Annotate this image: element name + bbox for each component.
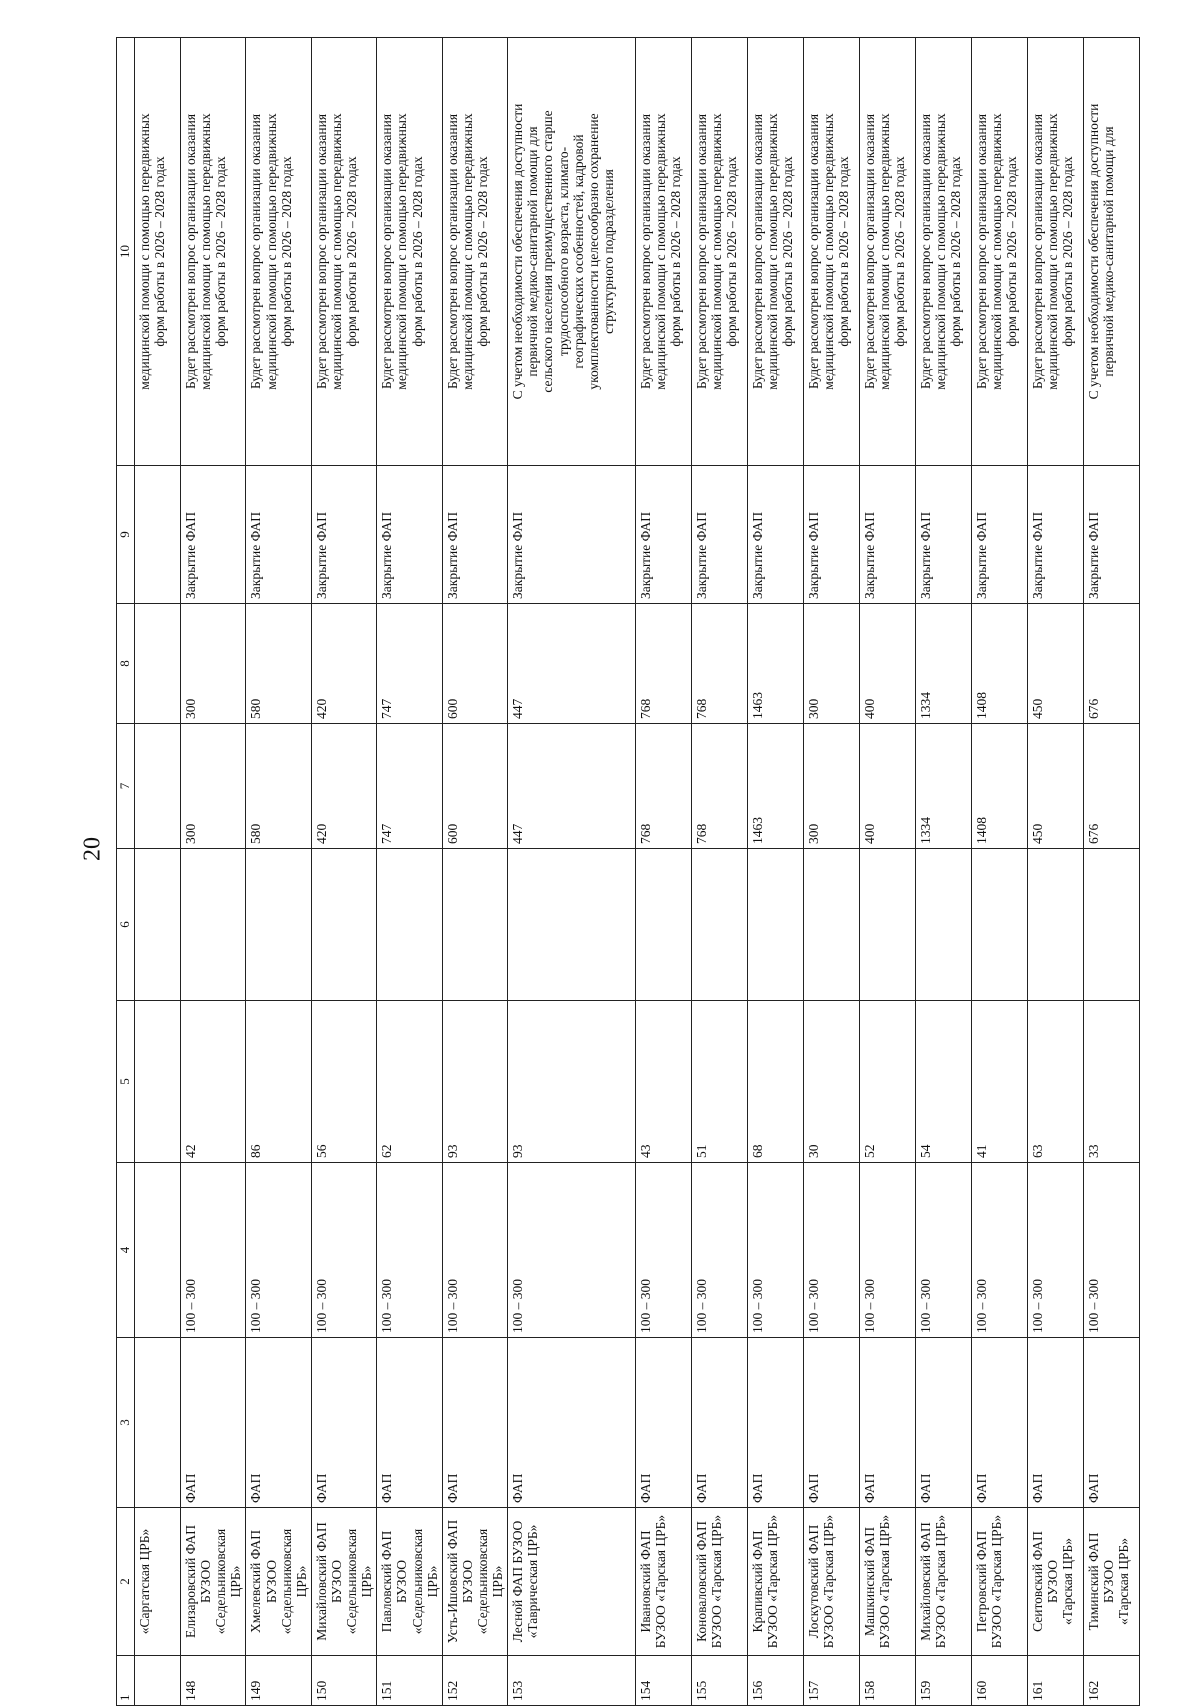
table-cell xyxy=(246,849,311,1001)
table-cell: 768 xyxy=(636,604,692,724)
table-cell: 157 xyxy=(804,1656,860,1706)
table-cell: ФАП xyxy=(311,1338,376,1508)
column-number-row xyxy=(117,38,135,1706)
table-cell: Будет рассмотрен вопрос организации оказания медицинской помощи с помощью передвижных форм работы в 2026 – 2028 годах xyxy=(916,38,972,466)
table-cell xyxy=(135,849,181,1001)
table-cell: Закрытие ФАП xyxy=(636,466,692,604)
table-cell: 93 xyxy=(442,1001,507,1163)
table-cell: 100 – 300 xyxy=(1028,1163,1084,1338)
table-cell: 300 xyxy=(181,604,246,724)
table-cell: ФАП xyxy=(246,1338,311,1508)
facilities-table-rotated xyxy=(116,38,1132,1706)
table-cell xyxy=(135,1163,181,1338)
table-cell: 156 xyxy=(748,1656,804,1706)
table-cell: 56 xyxy=(311,1001,376,1163)
table-cell xyxy=(636,849,692,1001)
table-cell: 149 xyxy=(246,1656,311,1706)
table-cell: Будет рассмотрен вопрос организации оказания медицинской помощи с помощью передвижных форм работы в 2026 – 2028 годах xyxy=(692,38,748,466)
table-cell: 100 – 300 xyxy=(181,1163,246,1338)
table-row xyxy=(377,38,442,1706)
table-cell: медицинской помощи с помощью передвижных форм работы в 2026 – 2028 годах xyxy=(135,38,181,466)
table-cell: ФАП xyxy=(181,1338,246,1508)
column-number: 10 xyxy=(117,38,135,466)
table-row xyxy=(860,38,916,1706)
table-cell: Закрытие ФАП xyxy=(1028,466,1084,604)
table-cell: Закрытие ФАП xyxy=(692,466,748,604)
table-cell: 1408 xyxy=(972,724,1028,849)
table-cell: 447 xyxy=(508,724,636,849)
table-cell: 1334 xyxy=(916,604,972,724)
table-cell: ФАП xyxy=(442,1338,507,1508)
table-cell: 93 xyxy=(508,1001,636,1163)
table-cell: 676 xyxy=(1084,604,1140,724)
table-cell: Будет рассмотрен вопрос организации оказания медицинской помощи с помощью передвижных форм работы в 2026 – 2028 годах xyxy=(442,38,507,466)
table-cell: 154 xyxy=(636,1656,692,1706)
table-cell: 42 xyxy=(181,1001,246,1163)
table-cell: 152 xyxy=(442,1656,507,1706)
table-cell xyxy=(1028,849,1084,1001)
table-cell: 100 – 300 xyxy=(442,1163,507,1338)
table-cell: 63 xyxy=(1028,1001,1084,1163)
table-cell: 100 – 300 xyxy=(1084,1163,1140,1338)
table-cell: Лоскутовский ФАП БУЗОО «Тарская ЦРБ» xyxy=(804,1508,860,1656)
table-cell: Закрытие ФАП xyxy=(916,466,972,604)
table-row xyxy=(692,38,748,1706)
table-cell xyxy=(135,1656,181,1706)
table-cell: 1463 xyxy=(748,604,804,724)
table-cell xyxy=(508,849,636,1001)
table-cell xyxy=(692,849,748,1001)
table-cell: 300 xyxy=(804,604,860,724)
table-cell: ФАП xyxy=(748,1338,804,1508)
table-cell: 159 xyxy=(916,1656,972,1706)
table-cell: Тиминский ФАП БУЗОО «Тарская ЦРБ» xyxy=(1084,1508,1140,1656)
table-row xyxy=(972,38,1028,1706)
table-cell: ФАП xyxy=(636,1338,692,1508)
table-cell: 300 xyxy=(181,724,246,849)
table-cell: ФАП xyxy=(1028,1338,1084,1508)
table-cell: 153 xyxy=(508,1656,636,1706)
table-cell: 158 xyxy=(860,1656,916,1706)
table-cell: 768 xyxy=(692,724,748,849)
table-cell: 100 – 300 xyxy=(748,1163,804,1338)
table-cell xyxy=(377,849,442,1001)
table-cell: 447 xyxy=(508,604,636,724)
table-cell: 68 xyxy=(748,1001,804,1163)
table-cell: 747 xyxy=(377,724,442,849)
table-row xyxy=(1084,38,1140,1706)
table-row xyxy=(804,38,860,1706)
table-cell: 1408 xyxy=(972,604,1028,724)
table-row xyxy=(1028,38,1084,1706)
column-number: 6 xyxy=(117,849,135,1001)
table-cell: 151 xyxy=(377,1656,442,1706)
table-cell: Будет рассмотрен вопрос организации оказания медицинской помощи с помощью передвижных форм работы в 2026 – 2028 годах xyxy=(1028,38,1084,466)
table-cell: 100 – 300 xyxy=(972,1163,1028,1338)
column-number: 1 xyxy=(117,1656,135,1706)
column-number: 9 xyxy=(117,466,135,604)
table-cell: 400 xyxy=(860,604,916,724)
table-row xyxy=(916,38,972,1706)
table-row xyxy=(748,38,804,1706)
table-cell: «Саргатская ЦРБ» xyxy=(135,1508,181,1656)
table-cell: 100 – 300 xyxy=(311,1163,376,1338)
table-cell: ФАП xyxy=(972,1338,1028,1508)
table-cell: Закрытие ФАП xyxy=(748,466,804,604)
table-cell: 676 xyxy=(1084,724,1140,849)
table-cell: Закрытие ФАП xyxy=(1084,466,1140,604)
table-cell: Будет рассмотрен вопрос организации оказания медицинской помощи с помощью передвижных форм работы в 2026 – 2028 годах xyxy=(181,38,246,466)
table-cell: 100 – 300 xyxy=(804,1163,860,1338)
table-cell: С учетом необходимости обеспечения доступности первичной медико-санитарной помощи для xyxy=(1084,38,1140,466)
table-cell: Машкинский ФАП БУЗОО «Тарская ЦРБ» xyxy=(860,1508,916,1656)
table-cell: Закрытие ФАП xyxy=(972,466,1028,604)
table-cell: Будет рассмотрен вопрос организации оказания медицинской помощи с помощью передвижных форм работы в 2026 – 2028 годах xyxy=(311,38,376,466)
table-cell: ФАП xyxy=(804,1338,860,1508)
table-body xyxy=(135,38,1140,1706)
table-cell: 768 xyxy=(636,724,692,849)
table-cell: 100 – 300 xyxy=(508,1163,636,1338)
table-cell: 41 xyxy=(972,1001,1028,1163)
table-cell: 100 – 300 xyxy=(916,1163,972,1338)
table-cell: Будет рассмотрен вопрос организации оказания медицинской помощи с помощью передвижных форм работы в 2026 – 2028 годах xyxy=(804,38,860,466)
table-cell: 600 xyxy=(442,604,507,724)
table-cell: 747 xyxy=(377,604,442,724)
table-cell: Сеитовский ФАП БУЗОО «Тарская ЦРБ» xyxy=(1028,1508,1084,1656)
column-number: 4 xyxy=(117,1163,135,1338)
table-cell: С учетом необходимости обеспечения доступности первичной медико-санитарной помощи для сельского населения преимущественного старше трудоспособного возраста, климато- географических особенностей, кадровой укомплектованности целесообразно сохранение структурного подразделения xyxy=(508,38,636,466)
table-cell: Хмелевский ФАП БУЗОО «Седельниковская ЦРБ» xyxy=(246,1508,311,1656)
column-number: 8 xyxy=(117,604,135,724)
table-cell: 450 xyxy=(1028,604,1084,724)
table-cell: 148 xyxy=(181,1656,246,1706)
table-cell: Закрытие ФАП xyxy=(442,466,507,604)
table-cell: 54 xyxy=(916,1001,972,1163)
table-cell: Закрытие ФАП xyxy=(246,466,311,604)
table-cell: 51 xyxy=(692,1001,748,1163)
table-cell xyxy=(135,724,181,849)
table-cell: ФАП xyxy=(860,1338,916,1508)
table-row xyxy=(636,38,692,1706)
column-number: 5 xyxy=(117,1001,135,1163)
table-cell: Елизаровский ФАП БУЗОО «Седельниковская ЦРБ» xyxy=(181,1508,246,1656)
table-cell: 100 – 300 xyxy=(860,1163,916,1338)
table-cell: 580 xyxy=(246,604,311,724)
table-cell: 400 xyxy=(860,724,916,849)
table-cell: ФАП xyxy=(1084,1338,1140,1508)
column-number: 7 xyxy=(117,724,135,849)
table-cell xyxy=(135,604,181,724)
table-cell xyxy=(181,849,246,1001)
table-cell: ФАП xyxy=(916,1338,972,1508)
table-cell: 62 xyxy=(377,1001,442,1163)
table-cell: Закрытие ФАП xyxy=(804,466,860,604)
table-cell: 160 xyxy=(972,1656,1028,1706)
table-cell: 52 xyxy=(860,1001,916,1163)
table-cell: 150 xyxy=(311,1656,376,1706)
continuation-row xyxy=(135,38,181,1706)
table-cell: Закрытие ФАП xyxy=(508,466,636,604)
table-cell: 155 xyxy=(692,1656,748,1706)
table-row xyxy=(508,38,636,1706)
table-cell: 1463 xyxy=(748,724,804,849)
table-cell: 43 xyxy=(636,1001,692,1163)
table-cell xyxy=(135,1338,181,1508)
table-cell xyxy=(804,849,860,1001)
table-cell: Лесной ФАП БУЗОО «Таврическая ЦРБ» xyxy=(508,1508,636,1656)
column-number: 3 xyxy=(117,1338,135,1508)
table-cell xyxy=(748,849,804,1001)
table-row xyxy=(311,38,376,1706)
table-cell: Будет рассмотрен вопрос организации оказания медицинской помощи с помощью передвижных форм работы в 2026 – 2028 годах xyxy=(748,38,804,466)
table-cell: Будет рассмотрен вопрос организации оказания медицинской помощи с помощью передвижных форм работы в 2026 – 2028 годах xyxy=(972,38,1028,466)
facilities-table xyxy=(116,37,1140,1706)
table-cell: 600 xyxy=(442,724,507,849)
table-cell: 100 – 300 xyxy=(692,1163,748,1338)
table-cell: 300 xyxy=(804,724,860,849)
table-cell: ФАП xyxy=(377,1338,442,1508)
table-row xyxy=(442,38,507,1706)
column-number: 2 xyxy=(117,1508,135,1656)
table-cell: ФАП xyxy=(692,1338,748,1508)
page-number: 20 xyxy=(79,837,106,861)
table-cell xyxy=(442,849,507,1001)
table-row xyxy=(181,38,246,1706)
table-cell: Ивановский ФАП БУЗОО «Тарская ЦРБ» xyxy=(636,1508,692,1656)
table-cell: 420 xyxy=(311,604,376,724)
table-cell xyxy=(916,849,972,1001)
table-cell xyxy=(135,1001,181,1163)
table-cell: Михайловский ФАП БУЗОО «Тарская ЦРБ» xyxy=(916,1508,972,1656)
table-cell: 580 xyxy=(246,724,311,849)
table-cell: 450 xyxy=(1028,724,1084,849)
table-cell: Крапивский ФАП БУЗОО «Тарская ЦРБ» xyxy=(748,1508,804,1656)
table-cell: 86 xyxy=(246,1001,311,1163)
table-cell: Закрытие ФАП xyxy=(377,466,442,604)
table-cell: Павловский ФАП БУЗОО «Седельниковская ЦРБ» xyxy=(377,1508,442,1656)
table-row xyxy=(246,38,311,1706)
table-cell: 100 – 300 xyxy=(377,1163,442,1338)
table-cell: Будет рассмотрен вопрос организации оказания медицинской помощи с помощью передвижных форм работы в 2026 – 2028 годах xyxy=(636,38,692,466)
table-cell: ФАП xyxy=(508,1338,636,1508)
table-cell: 161 xyxy=(1028,1656,1084,1706)
table-cell: Закрытие ФАП xyxy=(181,466,246,604)
table-cell: Закрытие ФАП xyxy=(860,466,916,604)
table-cell xyxy=(135,466,181,604)
table-cell: 162 xyxy=(1084,1656,1140,1706)
table-cell xyxy=(1084,849,1140,1001)
table-cell xyxy=(972,849,1028,1001)
table-cell: Коноваловский ФАП БУЗОО «Тарская ЦРБ» xyxy=(692,1508,748,1656)
table-cell: 420 xyxy=(311,724,376,849)
table-cell xyxy=(860,849,916,1001)
table-cell: Михайловский ФАП БУЗОО «Седельниковская ЦРБ» xyxy=(311,1508,376,1656)
table-cell: 100 – 300 xyxy=(636,1163,692,1338)
table-cell: Усть-Ишовский ФАП БУЗОО «Седельниковская ЦРБ» xyxy=(442,1508,507,1656)
table-cell: 30 xyxy=(804,1001,860,1163)
table-cell: Петровский ФАП БУЗОО «Тарская ЦРБ» xyxy=(972,1508,1028,1656)
table-cell: Закрытие ФАП xyxy=(311,466,376,604)
table-cell xyxy=(311,849,376,1001)
table-cell: 768 xyxy=(692,604,748,724)
table-cell: Будет рассмотрен вопрос организации оказания медицинской помощи с помощью передвижных форм работы в 2026 – 2028 годах xyxy=(860,38,916,466)
table-cell: Будет рассмотрен вопрос организации оказания медицинской помощи с помощью передвижных форм работы в 2026 – 2028 годах xyxy=(377,38,442,466)
table-cell: Будет рассмотрен вопрос организации оказания медицинской помощи с помощью передвижных форм работы в 2026 – 2028 годах xyxy=(246,38,311,466)
table-cell: 33 xyxy=(1084,1001,1140,1163)
table-cell: 1334 xyxy=(916,724,972,849)
table-cell: 100 – 300 xyxy=(246,1163,311,1338)
